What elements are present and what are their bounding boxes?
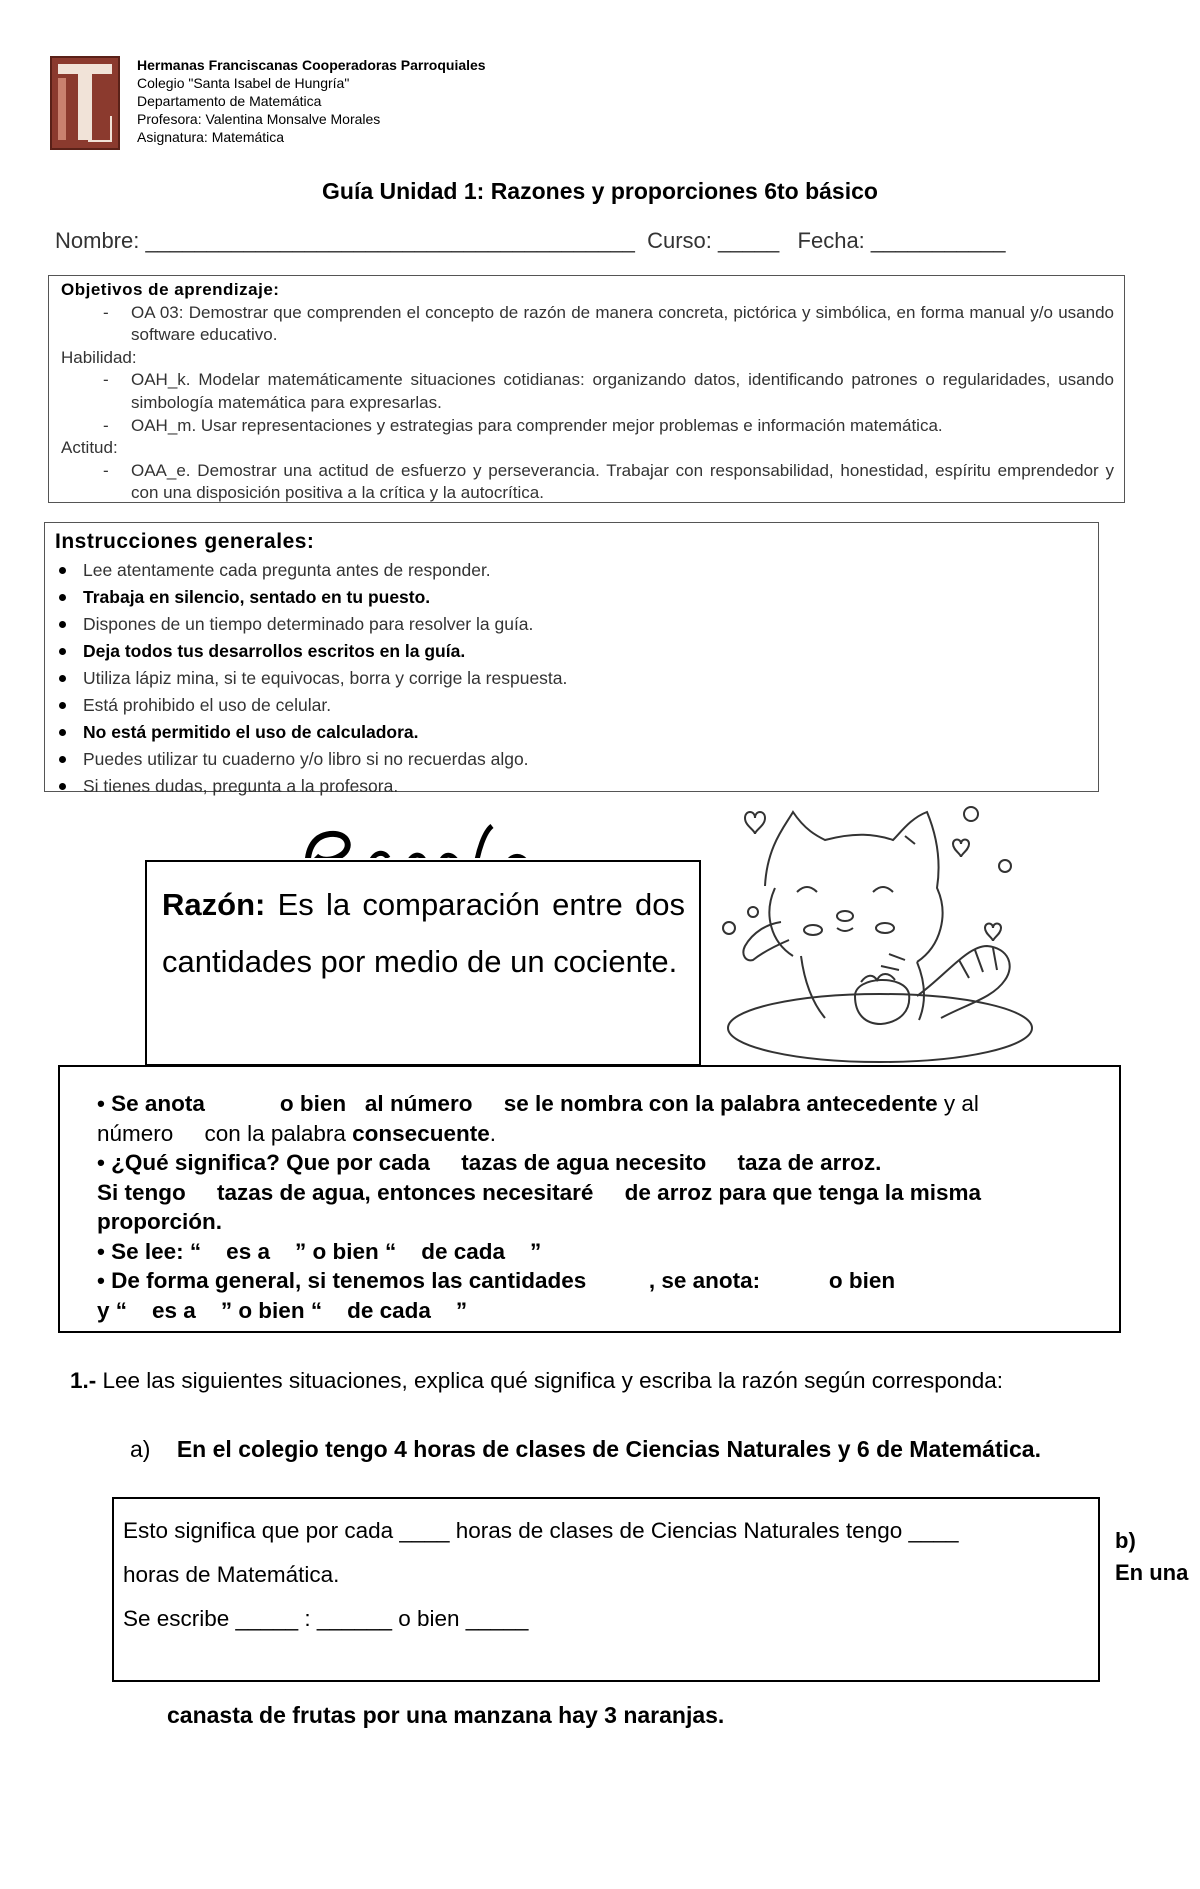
objectives-heading: Objetivos de aprendizaje: (61, 280, 280, 299)
department: Departamento de Matemática (137, 93, 322, 109)
explanation-line: proporción. (97, 1209, 222, 1234)
instruction-item: Dispones de un tiempo determinado para resolver la guía. (55, 611, 1088, 638)
cropped-decorative-heading (300, 822, 560, 858)
instruction-item: Puedes utilizar tu cuaderno y/o libro si no recuerdas algo. (55, 746, 1088, 773)
answer-line: Esto significa que por cada ____ horas de clases de Ciencias Naturales tengo ____ (123, 1518, 959, 1543)
skill-item: - OAH_m. Usar representaciones y estrategias para comprender mejor problemas e información matemática. (103, 415, 943, 435)
page-title: Guía Unidad 1: Razones y proporciones 6to básico (322, 178, 878, 204)
explanation-line: Si tengo tazas de agua, entonces necesitaré de arroz para que tenga la misma (97, 1179, 982, 1205)
ratio-term: Razón: (162, 887, 266, 922)
ratio-definition: Es la comparación entre dos cantidades por medio de un cociente. (162, 887, 685, 979)
explanation-line: • De forma general, si tenemos las cantidades , se anota: o bien (97, 1268, 896, 1293)
instruction-item: No está permitido el uso de calculadora. (55, 719, 1088, 746)
answer-line: horas de Matemática. (123, 1562, 340, 1587)
explanation-line: • Se anota o bien al número se le nombra con la palabra antecedente y al (97, 1091, 979, 1116)
attitude-item: - OAA_e. Demostrar una actitud de esfuerzo y perseverancia. Trabajar con responsabilidad, honestidad, espíritu emprendedor y con una disposición positiva a la crítica y la autocrítica. (103, 460, 1114, 503)
question-1b-text-start: En una (1115, 1560, 1189, 1585)
instruction-item: Deja todos tus desarrollos escritos en la guía. (55, 638, 1088, 665)
question-1a-label: a) (130, 1436, 151, 1462)
question-1a-text: En el colegio tengo 4 horas de clases de Ciencias Naturales y 6 de Matemática. (176, 1436, 1041, 1462)
explanation-line: • Se lee: “ es a ” o bien “ de cada ” (97, 1238, 542, 1264)
instruction-item: Utiliza lápiz mina, si te equivocas, borra y corrige la respuesta. (55, 665, 1088, 692)
attitude-heading: Actitud: (61, 438, 118, 458)
question-1-prompt: 1.- Lee las siguientes situaciones, explica qué significa y escriba la razón según corresponda: (70, 1368, 1004, 1393)
congregation-name: Hermanas Franciscanas Cooperadoras Parroquiales (137, 57, 486, 73)
instruction-item: Está prohibido el uso de celular. (55, 692, 1088, 719)
explanation-line: • ¿Qué significa? Que por cada tazas de agua necesito taza de arroz. (97, 1150, 882, 1175)
school-name: Colegio "Santa Isabel de Hungría" (137, 75, 350, 91)
instruction-item: Lee atentamente cada pregunta antes de responder. (55, 557, 1088, 584)
objectives-box (48, 275, 1125, 503)
instruction-item: Si tienes dudas, pregunta a la profesora. (55, 773, 1088, 800)
school-header (137, 56, 486, 146)
student-info-line: Nombre: ________________________________________ Curso: _____ Fecha: ___________ (55, 228, 1006, 253)
instruction-item: Trabaja en silencio, sentado en tu puesto. (55, 584, 1088, 611)
question-1a-answer-box (112, 1497, 1100, 1682)
skill-item: - OAH_k. Modelar matemáticamente situaciones cotidianas: organizando datos, identificando patrones o regularidades, usando simbología matemática para expresarlas. (103, 370, 1114, 412)
explanation-line: y “ es a ” o bien “ de cada ” (97, 1297, 468, 1323)
instructions-box (44, 522, 1099, 796)
explanation-line: número con la palabra consecuente. (97, 1120, 496, 1146)
skills-heading: Habilidad: (61, 347, 137, 367)
objective-item: - OA 03: Demostrar que comprenden el concepto de razón de manera concreta, pictórica y simbólica, en forma manual y/o usando software educativo. (103, 302, 1114, 345)
question-1a (130, 1436, 1041, 1463)
subject: Asignatura: Matemática (137, 129, 285, 145)
ratio-explanation-box (58, 1065, 1121, 1333)
school-logo (50, 56, 120, 150)
ratio-definition-box (145, 860, 701, 1066)
teacher: Profesora: Valentina Monsalve Morales (137, 111, 381, 127)
cat-eating-illustration (705, 796, 1045, 1068)
question-1b-text-continuation: canasta de frutas por una manzana hay 3 naranjas. (167, 1702, 725, 1728)
answer-line: Se escribe _____ : ______ o bien _____ (123, 1606, 529, 1631)
instructions-heading: Instrucciones generales: (55, 530, 315, 553)
question-1b-label: b) (1115, 1528, 1136, 1553)
